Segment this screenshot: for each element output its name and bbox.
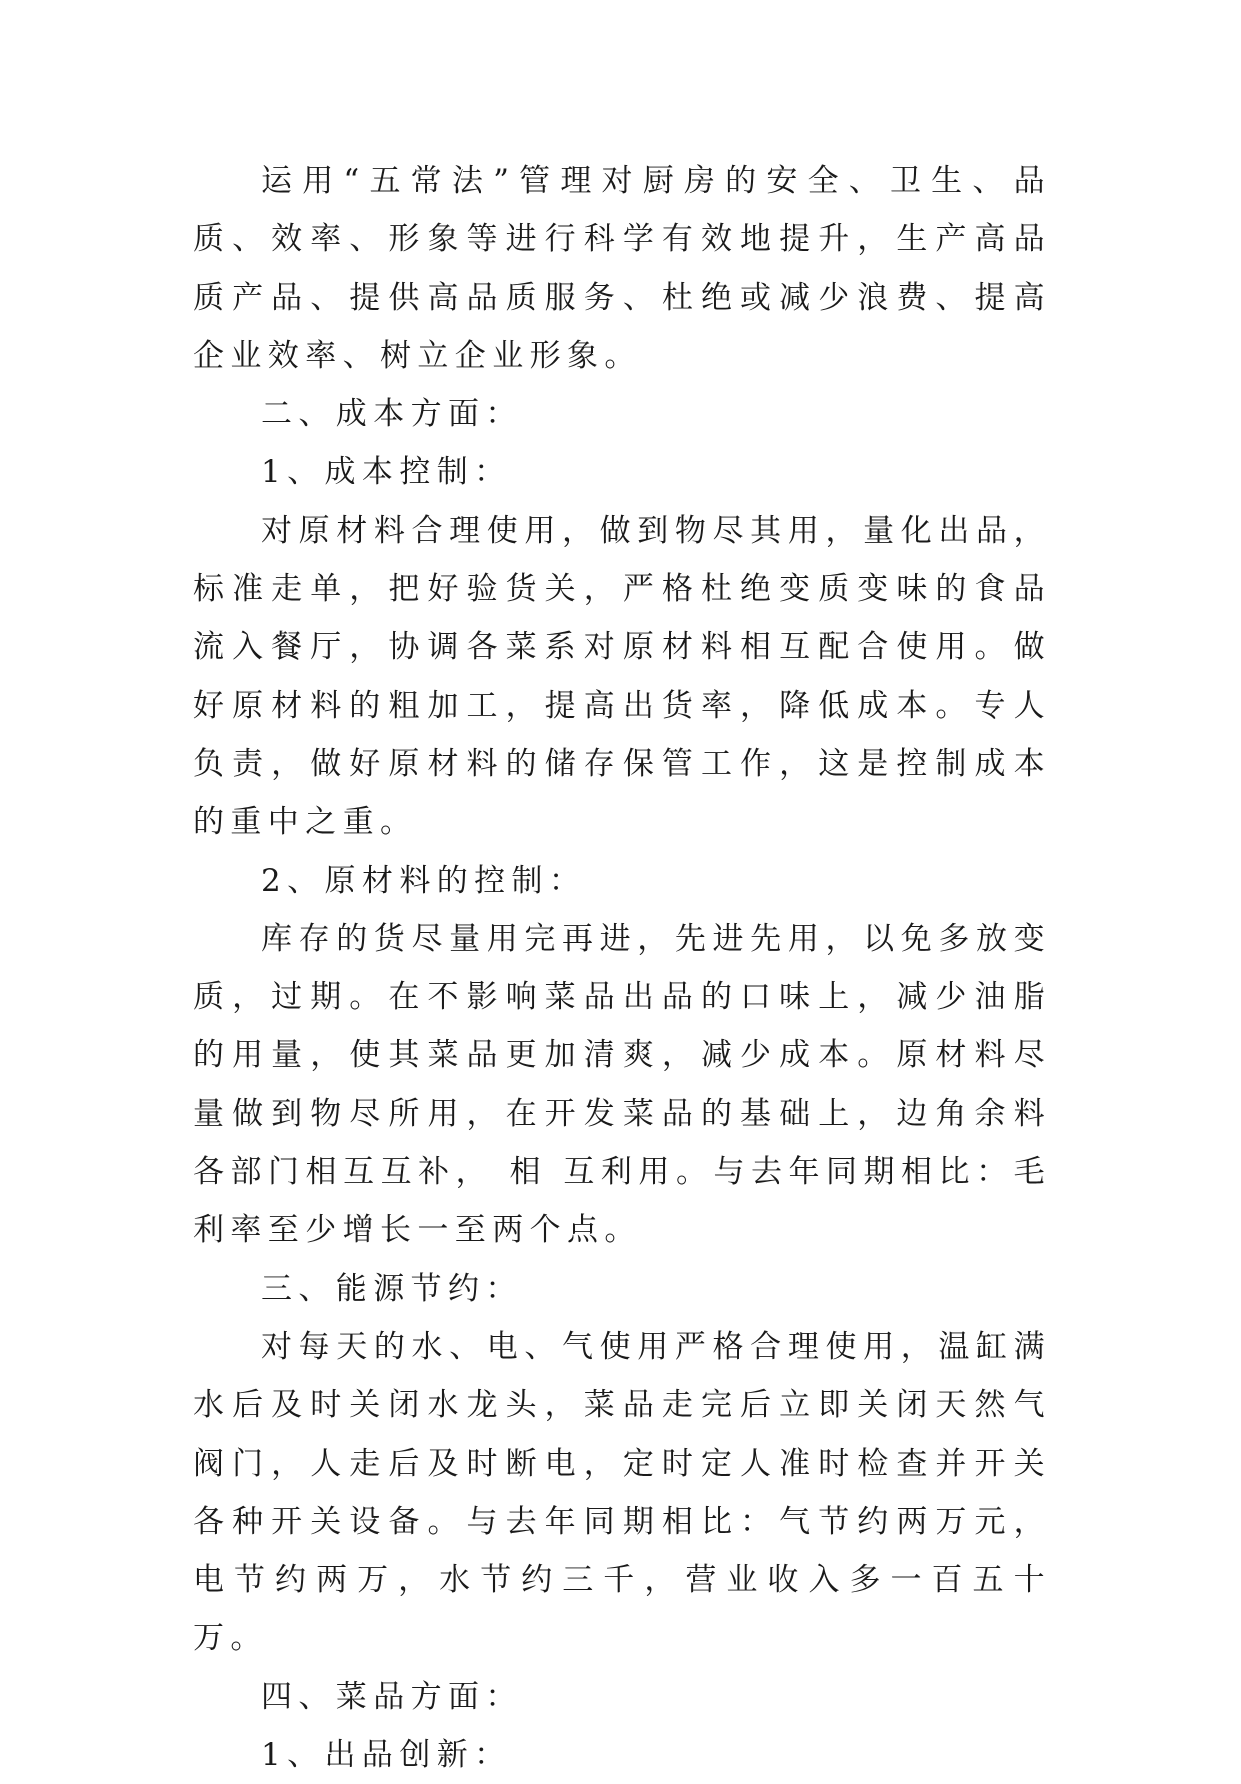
paragraph-wuchang-method: 运用“五常法”管理对厨房的安全、卫生、品质、效率、形象等进行科学有效地提升，生产高品质产品、提供高品质服务、杜绝或减少浪费、提高企业效率、树立企业形象。 [193, 163, 1051, 374]
section-heading-energy: 三、能源节约： [261, 1270, 523, 1307]
subheading-cost-control: 1、成本控制： [261, 454, 512, 491]
subheading-product-innovation: 1、出品创新： [261, 1737, 512, 1774]
paragraph-raw-material-control: 库存的货尽量用完再进，先进先用，以免多放变质，过期。在不影响菜品出品的口味上，减少油脂的用量，使其菜品更加清爽，减少成本。原材料尽量做到物尽所用，在开发菜品的基础上，边角余料各部门相互互补， 相 互利用。与去年同期相比：毛利率至少增长一至两个点。 [193, 920, 1051, 1249]
paragraph-energy-saving: 对每天的水、电、气使用严格合理使用，温缸满水后及时关闭水龙头，菜品走完后立即关闭天然气阀门，人走后及时断电，定时定人准时检查并开关各种开关设备。与去年同期相比：气节约两万元，电节约两万，水节约三千，营业收入多一百五十万。 [193, 1328, 1051, 1657]
document-body [193, 152, 1051, 1784]
subheading-raw-material-control: 2、原材料的控制： [261, 862, 587, 899]
paragraph-cost-control: 对原材料合理使用，做到物尽其用，量化出品，标准走单，把好验货关，严格杜绝变质变味的食品流入餐厅，协调各菜系对原材料相互配合使用。做好原材料的粗加工，提高出货率，降低成本。专人负责，做好原材料的储存保管工作，这是控制成本的重中之重。 [193, 512, 1051, 841]
section-heading-cost: 二、成本方面： [261, 396, 523, 433]
section-heading-dishes: 四、菜品方面： [261, 1678, 523, 1715]
